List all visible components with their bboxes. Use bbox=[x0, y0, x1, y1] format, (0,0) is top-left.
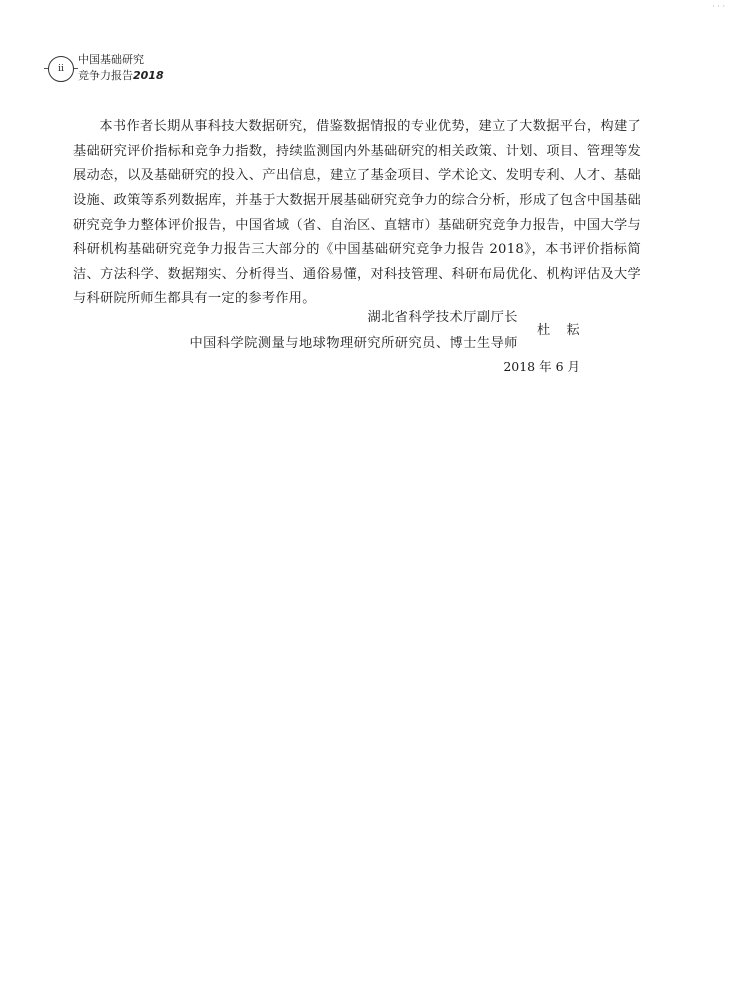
page-number-badge bbox=[48, 56, 74, 82]
book-title-prefix: 竞争力报告 bbox=[78, 69, 133, 82]
book-title-line1: 中国基础研究 bbox=[78, 53, 144, 66]
signer-title-line1: 湖北省科学技术厅副厅长 bbox=[367, 310, 518, 325]
signature-date: 2018 年 6 月 bbox=[503, 359, 580, 374]
book-title-line2 bbox=[78, 67, 164, 83]
page-number: ii bbox=[58, 64, 64, 74]
body-paragraph: 本书作者长期从事科技大数据研究，借鉴数据情报的专业优势，建立了大数据平台，构建了基础研究评价指标和竞争力指数，持续监测国内外基础研究的相关政策、计划、项目、管理等发展动态，以及基础研究的投入、产出信息，建立了基金项目、学术论文、发明专利、人才、基础设施、政策等系列数据库，并基于大数据开展基础研究竞争力的综合分析，形成了包含中国基础研究竞争力整体评价报告，中国省域（省、自治区、直辖市）基础研究竞争力报告，中国大学与科研机构基础研究竞争力报告三大部分的《中国基础研究竞争力报告 2018》，本书评价指标简洁、方法科学、数据翔实、分析得当、通俗易懂，对科技管理、科研布局优化、机构评估及大学与科研院所师生都具有一定的参考作用。 bbox=[73, 119, 641, 307]
book-title-year: 2018 bbox=[133, 69, 164, 82]
signer-title-line2: 中国科学院测量与地球物理研究所研究员、博士生导师 bbox=[189, 336, 518, 351]
signer-name: 杜 耘 bbox=[537, 323, 586, 338]
running-header bbox=[44, 48, 204, 84]
corner-mark: · · · bbox=[712, 2, 725, 11]
